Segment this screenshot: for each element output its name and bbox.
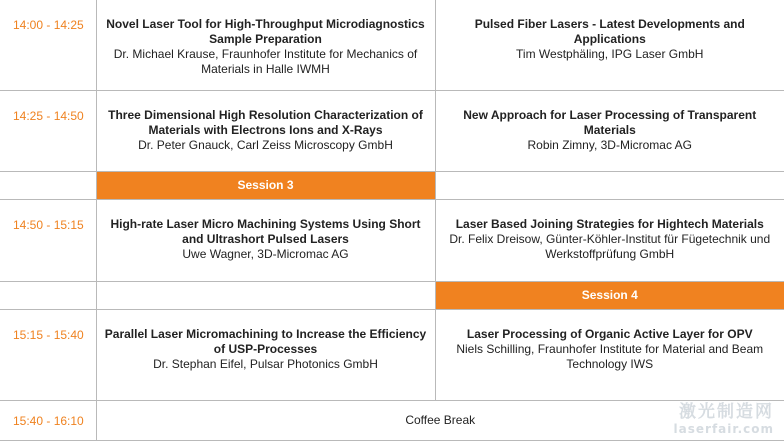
time-slot-empty (0, 281, 96, 309)
talk-speaker: Dr. Stephan Eifel, Pulsar Photonics GmbH (153, 356, 378, 371)
break-row (0, 400, 784, 440)
talk-title: New Approach for Laser Processing of Transparent Materials (463, 107, 757, 137)
time-slot: 14:50 - 15:15 (0, 199, 96, 281)
talk-title: Laser Processing of Organic Active Layer for OPV (466, 326, 753, 341)
schedule-row (0, 199, 784, 281)
talk-cell-hall-a (96, 199, 435, 281)
talk-title: Three Dimensional High Resolution Characterization of Materials with Electrons Ions and X-Rays (108, 107, 423, 137)
schedule-row (0, 90, 784, 171)
talk-cell-hall-a (96, 90, 435, 171)
talk-title: Pulsed Fiber Lasers - Latest Developments and Applications (474, 17, 745, 46)
time-slot: 14:00 - 14:25 (0, 0, 96, 90)
session-row (0, 171, 784, 199)
talk-speaker: Tim Westphäling, IPG Laser GmbH (516, 47, 704, 61)
talk-cell-hall-a (96, 309, 435, 400)
time-slot: 15:15 - 15:40 (0, 309, 96, 400)
watermark-url: laserfair.com (673, 422, 774, 436)
time-slot: 14:25 - 14:50 (0, 90, 96, 171)
talk-title: Laser Based Joining Strategies for Hightech Materials (455, 216, 764, 231)
schedule-row (0, 0, 784, 90)
talk-cell-hall-b (435, 90, 784, 171)
session-header: Session 3 (96, 171, 435, 199)
talk-title: Parallel Laser Micromachining to Increase the Efficiency of USP-Processes (104, 326, 427, 356)
talk-speaker: Uwe Wagner, 3D-Micromac AG (182, 246, 349, 261)
talk-title: Novel Laser Tool for High-Throughput Microdiagnostics Sample Preparation (106, 17, 425, 46)
talk-speaker: Dr. Felix Dreisow, Günter-Köhler-Institut für Fügetechnik und Werkstoffprüfung GmbH (449, 231, 771, 261)
talk-title: High-rate Laser Micro Machining Systems Using Short and Ultrashort Pulsed Lasers (110, 216, 421, 246)
coffee-break-label: Coffee Break (96, 400, 784, 440)
talk-speaker: Robin Zimny, 3D-Micromac AG (527, 137, 692, 152)
session-header: Session 4 (435, 281, 784, 309)
talk-speaker: Dr. Michael Krause, Fraunhofer Institute for Mechanics of Materials in Halle IWMH (113, 47, 418, 76)
schedule-row (0, 309, 784, 400)
empty-cell (435, 171, 784, 199)
time-slot: 15:40 - 16:10 (0, 400, 96, 440)
empty-cell (96, 281, 435, 309)
session-row (0, 281, 784, 309)
talk-cell-hall-a (96, 0, 435, 90)
talk-cell-hall-b (435, 0, 784, 90)
talk-speaker: Niels Schilling, Fraunhofer Institute for Material and Beam Technology IWS (456, 341, 764, 371)
watermark-chinese-text: 激光制造网 (679, 402, 774, 422)
time-slot-empty (0, 171, 96, 199)
talk-speaker: Dr. Peter Gnauck, Carl Zeiss Microscopy GmbH (138, 137, 393, 152)
talk-cell-hall-b (435, 309, 784, 400)
talk-cell-hall-b (435, 199, 784, 281)
